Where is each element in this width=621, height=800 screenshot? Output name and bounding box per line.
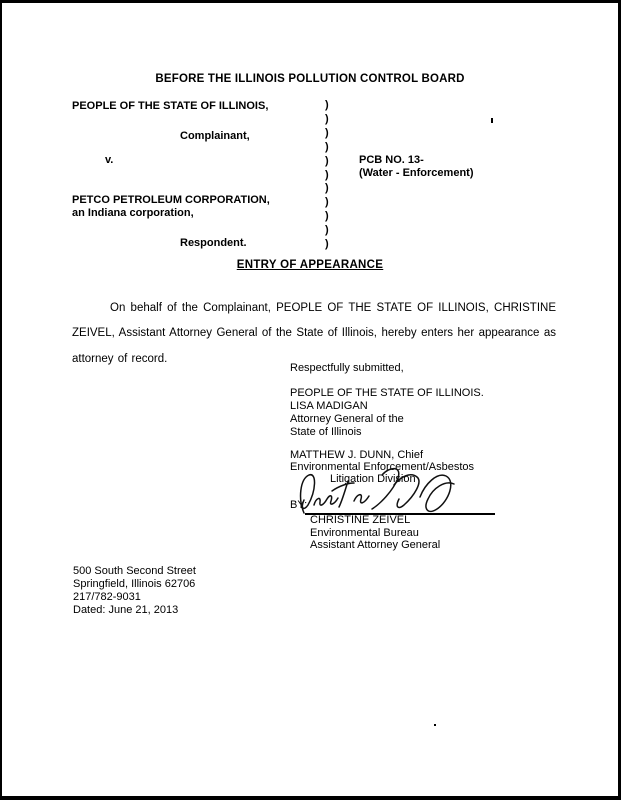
scan-speck [491, 118, 493, 123]
court-header: BEFORE THE ILLINOIS POLLUTION CONTROL BOARD [155, 73, 465, 85]
caption-bracket: ) [325, 224, 329, 237]
body-paragraph: On behalf of the Complainant, PEOPLE OF THE STATE OF ILLINOIS, CHRISTINE ZEIVEL, Assistant Attorney General of the State of Illinois, hereby enters her appearance as attorney of record. [72, 301, 556, 365]
caption-bracket: ) [325, 126, 329, 139]
chief-line: MATTHEW J. DUNN, Chief [290, 449, 424, 461]
ag-title-line2: State of Illinois [290, 426, 362, 438]
caption-bracket-column [325, 99, 329, 252]
case-type: (Water - Enforcement) [359, 167, 474, 179]
document-title: ENTRY OF APPEARANCE [236, 259, 384, 271]
caption-bracket: ) [325, 140, 329, 153]
scan-speck [434, 724, 436, 726]
scan-speck [490, 797, 496, 799]
scan-speck [95, 797, 107, 799]
signer-title: Assistant Attorney General [310, 539, 441, 551]
footer-address-line2: Springfield, Illinois 62706 [73, 578, 196, 590]
scan-speck [142, 797, 150, 799]
caption-bracket: ) [325, 210, 329, 223]
footer-dated: Dated: June 21, 2013 [73, 604, 179, 616]
handwritten-signature [296, 465, 476, 515]
respondent-role: Respondent. [180, 237, 247, 249]
caption-bracket: ) [325, 99, 329, 111]
respondent-name: PETCO PETROLEUM CORPORATION, [72, 194, 270, 206]
footer-phone: 217/782-9031 [73, 591, 141, 603]
caption-bracket: ) [325, 168, 329, 181]
versus: v. [105, 154, 114, 166]
ag-title-line1: Attorney General of the [290, 413, 404, 425]
signer-bureau: Environmental Bureau [310, 527, 419, 539]
caption-bracket: ) [325, 112, 329, 125]
complainant-name: PEOPLE OF THE STATE OF ILLINOIS, [72, 100, 269, 112]
caption-bracket: ) [325, 154, 329, 167]
caption-bracket: ) [325, 196, 329, 209]
division-line1: Environmental Enforcement/Asbestos [290, 461, 475, 473]
by-label: BY: [290, 499, 308, 511]
closing-line: Respectfully submitted, [290, 362, 404, 374]
division-line2: Litigation Division [330, 473, 416, 485]
complainant-role: Complainant, [180, 130, 250, 142]
case-number: PCB NO. 13- [359, 154, 424, 166]
party-line: PEOPLE OF THE STATE OF ILLINOIS. [290, 387, 484, 399]
signer-name: CHRISTINE ZEIVEL [310, 514, 411, 526]
footer-address-line1: 500 South Second Street [73, 565, 196, 577]
caption-bracket: ) [325, 238, 329, 251]
respondent-desc: an Indiana corporation, [72, 207, 194, 219]
caption-bracket: ) [325, 182, 329, 195]
attorney-general-name: LISA MADIGAN [290, 400, 368, 412]
